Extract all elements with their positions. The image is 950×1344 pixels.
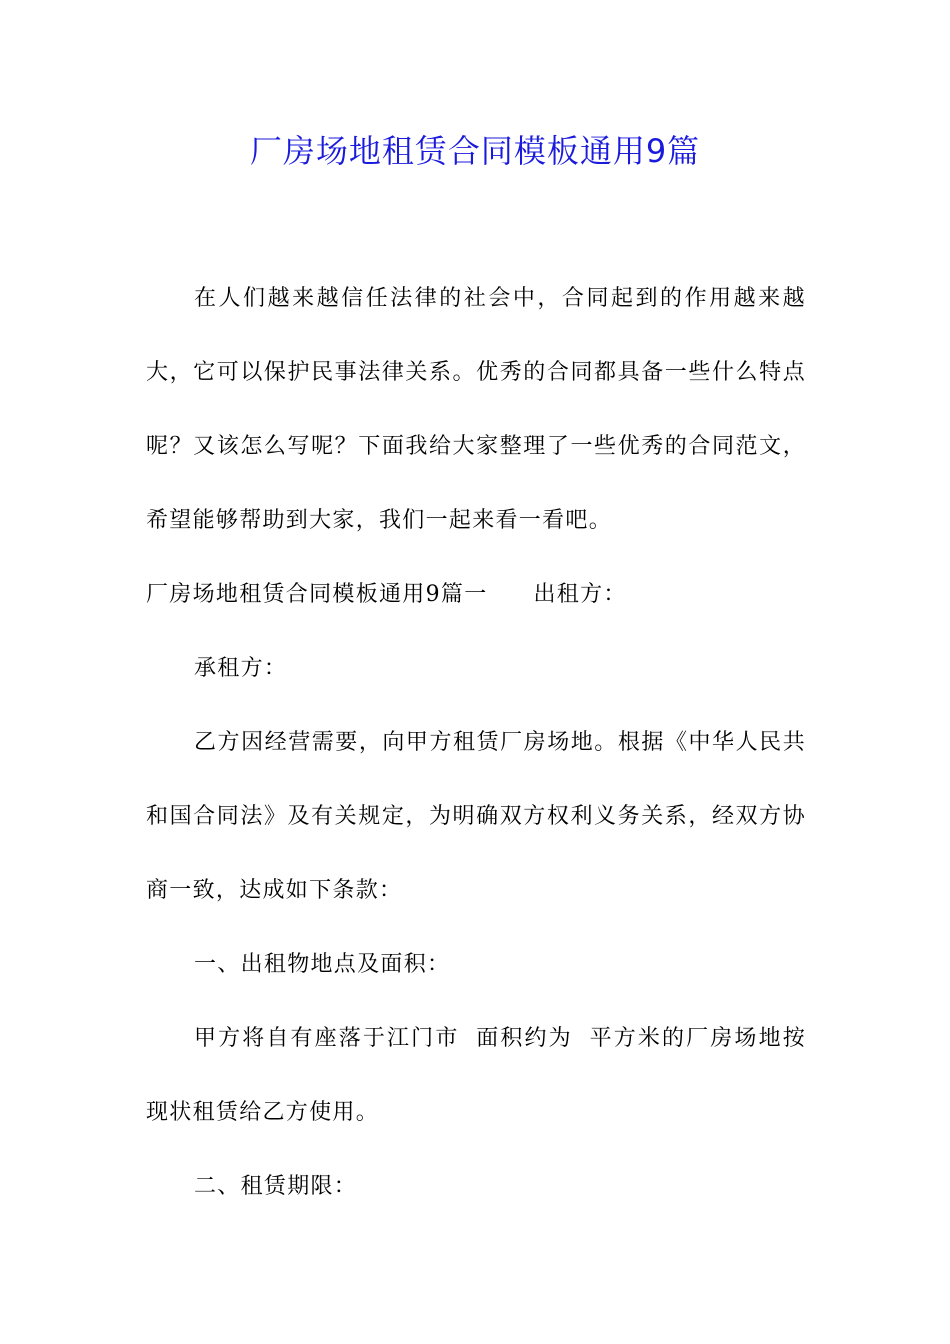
section-heading-line bbox=[146, 558, 806, 632]
clause-1-heading: 一、出租物地点及面积： bbox=[194, 952, 451, 977]
clause-1-text-c: 平方米的厂房场地按现状租赁给乙方使用。 bbox=[146, 1026, 806, 1125]
document-title: 厂房场地租赁合同模板通用9篇 bbox=[249, 132, 701, 170]
preamble-paragraph: 乙方因经营需要，向甲方租赁厂房场地。根据《中华人民共和国合同法》及有关规定，为明确双方权利义务关系，经双方协商一致，达成如下条款： bbox=[146, 730, 806, 903]
clause-1-text-a: 甲方将自有座落于江门市 bbox=[194, 1026, 460, 1051]
document-body bbox=[146, 262, 806, 1224]
clause-1-paragraph bbox=[146, 1002, 806, 1150]
clause-1-text-b: 面积约为 bbox=[475, 1026, 573, 1051]
clause-2-heading: 二、租赁期限： bbox=[194, 1174, 358, 1199]
lessee-label: 承租方： bbox=[194, 656, 288, 681]
lessor-label: 出租方： bbox=[533, 582, 627, 607]
section-heading: 厂房场地租赁合同模板通用9篇一 bbox=[146, 582, 488, 607]
intro-paragraph: 在人们越来越信任法律的社会中，合同起到的作用越来越大，它可以保护民事法律关系。优秀的合同都具备一些什么特点呢？又该怎么写呢？下面我给大家整理了一些优秀的合同范文，希望能够帮助到大家，我们一起来看一看吧。 bbox=[146, 286, 806, 533]
